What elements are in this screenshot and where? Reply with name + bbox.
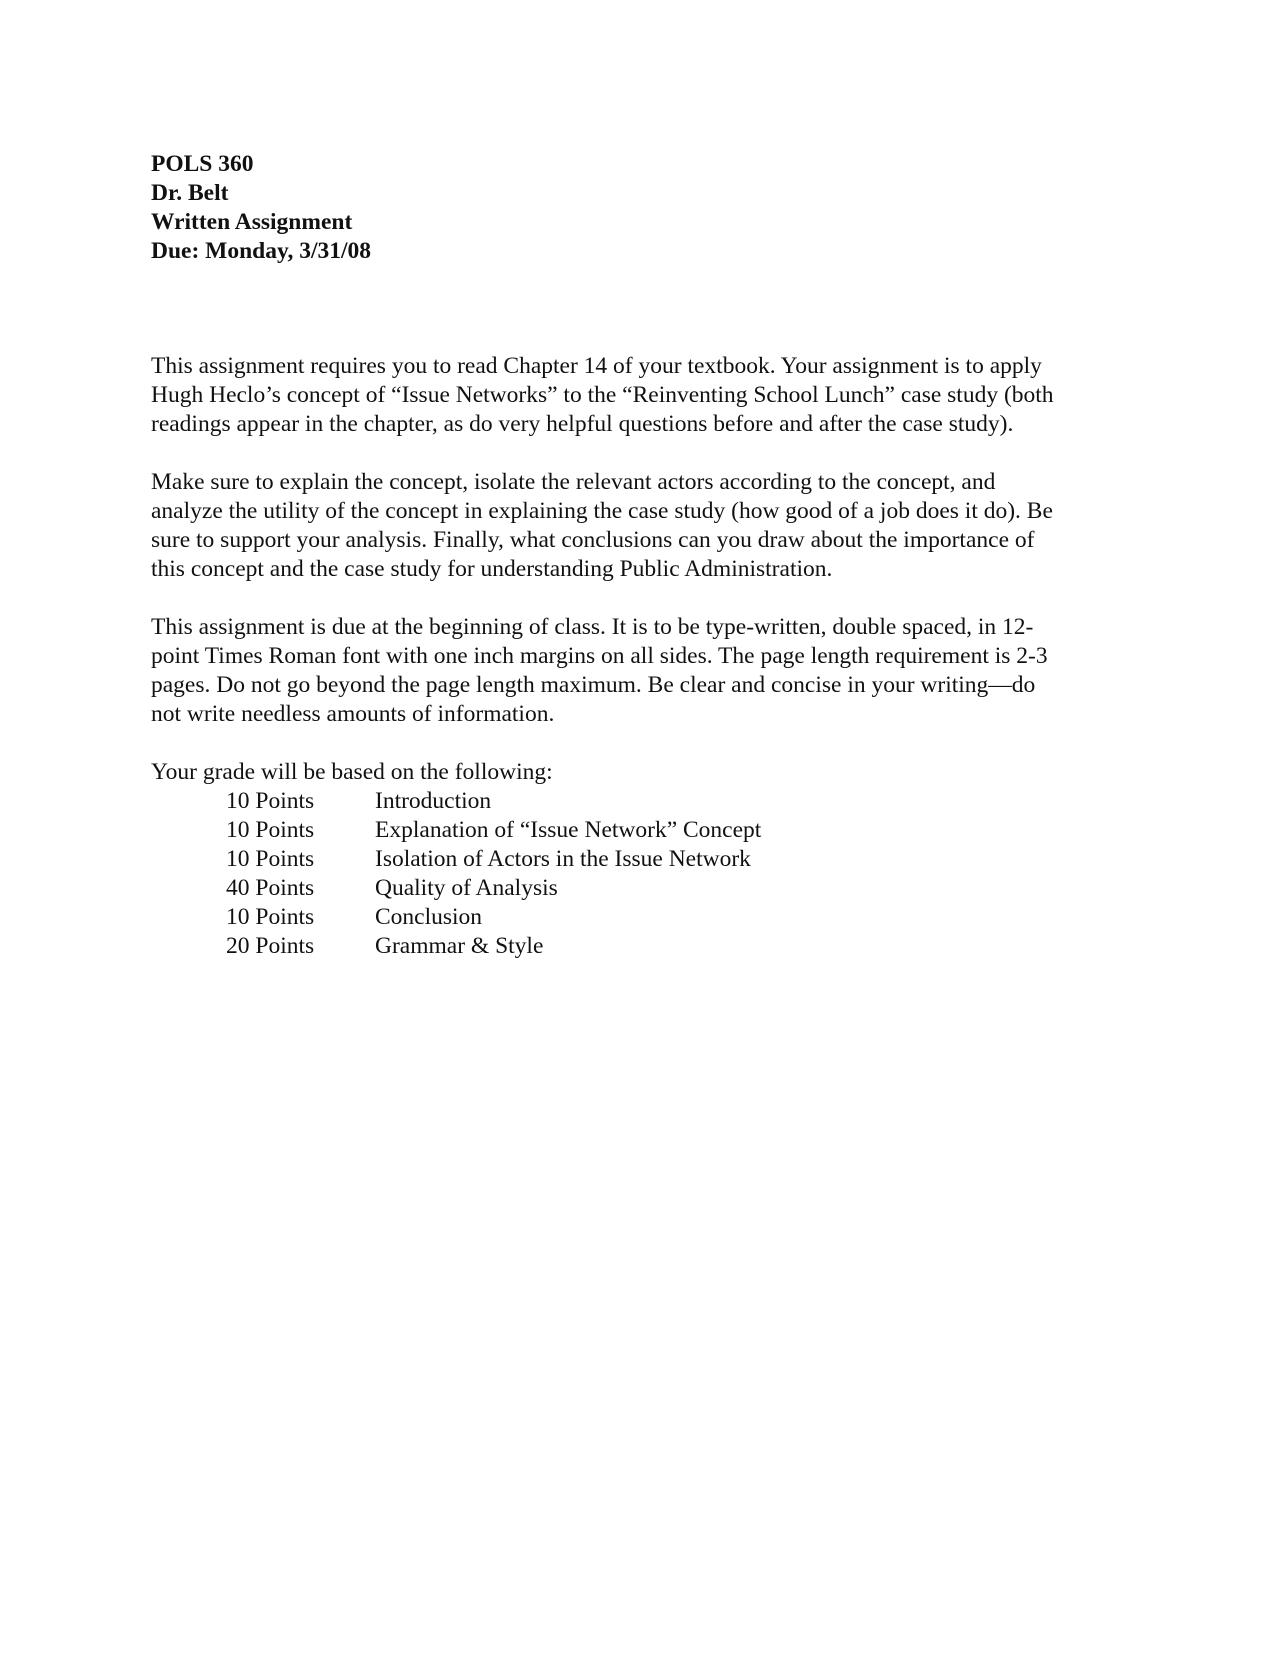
paragraph-line: Make sure to explain the concept, isolate the relevant actors according to the concept, and	[151, 469, 996, 495]
grading-points: 40 Points	[226, 875, 315, 901]
paragraph-line: This assignment is due at the beginning of class. It is to be type-written, double spaced, in 12-	[151, 614, 1034, 640]
paragraph-line: analyze the utility of the concept in explaining the case study (how good of a job does it do). Be	[151, 498, 1053, 524]
assignment-title: Written Assignment	[151, 209, 353, 235]
paragraph-line: sure to support your analysis. Finally, what conclusions can you draw about the importance of	[151, 527, 1035, 553]
paragraph-line: this concept and the case study for understanding Public Administration.	[151, 556, 833, 582]
grading-row	[151, 816, 1131, 845]
paragraph-line: This assignment requires you to read Chapter 14 of your textbook. Your assignment is to apply	[151, 353, 1042, 379]
grading-row	[151, 874, 1131, 903]
paragraph-line: point Times Roman font with one inch margins on all sides. The page length requirement is 2-3	[151, 643, 1048, 669]
paragraph-line: readings appear in the chapter, as do very helpful questions before and after the case study).	[151, 411, 1014, 437]
paragraph-line: Hugh Heclo’s concept of “Issue Networks” to the “Reinventing School Lunch” case study (both	[151, 382, 1054, 408]
grading-section	[151, 758, 1131, 961]
grading-intro: Your grade will be based on the following:	[151, 759, 553, 785]
document-header	[151, 150, 371, 266]
document-body	[151, 352, 1131, 961]
grading-row	[151, 932, 1131, 961]
grading-points: 10 Points	[226, 904, 315, 930]
grading-item: Isolation of Actors in the Issue Network	[375, 846, 751, 872]
grading-item: Quality of Analysis	[375, 875, 558, 901]
paragraph-format	[151, 613, 1131, 729]
grading-item: Introduction	[375, 788, 492, 814]
grading-points: 10 Points	[226, 788, 315, 814]
instructor-name: Dr. Belt	[151, 180, 229, 206]
grading-row	[151, 845, 1131, 874]
paragraph-instructions	[151, 352, 1131, 439]
grading-row	[151, 903, 1131, 932]
grading-item: Grammar & Style	[375, 933, 544, 959]
grading-row	[151, 787, 1131, 816]
paragraph-requirements	[151, 468, 1131, 584]
grading-points: 20 Points	[226, 933, 315, 959]
grading-item: Explanation of “Issue Network” Concept	[375, 817, 762, 843]
grading-points: 10 Points	[226, 817, 315, 843]
course-code: POLS 360	[151, 151, 254, 177]
grading-points: 10 Points	[226, 846, 315, 872]
paragraph-line: pages. Do not go beyond the page length maximum. Be clear and concise in your writing—do	[151, 672, 1036, 698]
paragraph-line: not write needless amounts of information.	[151, 701, 555, 727]
grading-item: Conclusion	[375, 904, 483, 930]
due-date: Due: Monday, 3/31/08	[151, 238, 372, 264]
